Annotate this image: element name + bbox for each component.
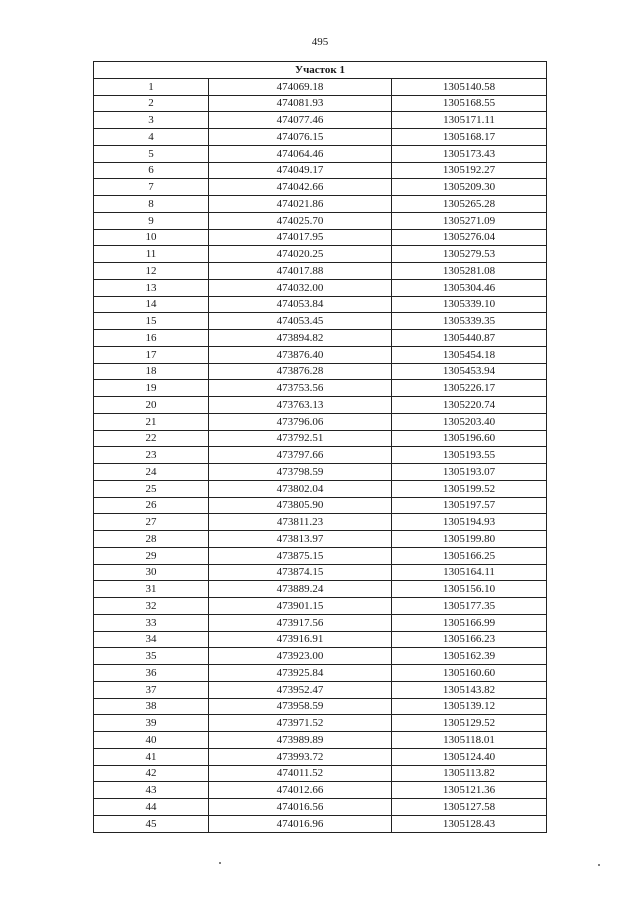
point-number-cell: 23 <box>94 447 209 464</box>
y-coordinate-cell: 1305454.18 <box>392 346 547 363</box>
x-coordinate-cell: 473894.82 <box>209 330 392 347</box>
y-coordinate-cell: 1305279.53 <box>392 246 547 263</box>
x-coordinate-cell: 473874.15 <box>209 564 392 581</box>
x-coordinate-cell: 473797.66 <box>209 447 392 464</box>
table-row <box>94 162 547 179</box>
y-coordinate-cell: 1305453.94 <box>392 363 547 380</box>
point-number-cell: 37 <box>94 681 209 698</box>
x-coordinate-cell: 474042.66 <box>209 179 392 196</box>
table-row <box>94 246 547 263</box>
point-number-cell: 1 <box>94 78 209 95</box>
x-coordinate-cell: 474021.86 <box>209 196 392 213</box>
x-coordinate-cell: 473971.52 <box>209 715 392 732</box>
point-number-cell: 9 <box>94 212 209 229</box>
table-row <box>94 112 547 129</box>
point-number-cell: 33 <box>94 614 209 631</box>
x-coordinate-cell: 473763.13 <box>209 397 392 414</box>
point-number-cell: 6 <box>94 162 209 179</box>
x-coordinate-cell: 473805.90 <box>209 497 392 514</box>
x-coordinate-cell: 473875.15 <box>209 547 392 564</box>
y-coordinate-cell: 1305143.82 <box>392 681 547 698</box>
y-coordinate-cell: 1305124.40 <box>392 748 547 765</box>
coordinates-table <box>93 61 547 833</box>
point-number-cell: 42 <box>94 765 209 782</box>
point-number-cell: 13 <box>94 279 209 296</box>
table-row <box>94 430 547 447</box>
point-number-cell: 45 <box>94 815 209 832</box>
y-coordinate-cell: 1305199.80 <box>392 531 547 548</box>
point-number-cell: 41 <box>94 748 209 765</box>
point-number-cell: 26 <box>94 497 209 514</box>
y-coordinate-cell: 1305339.35 <box>392 313 547 330</box>
x-coordinate-cell: 473923.00 <box>209 648 392 665</box>
table-row <box>94 330 547 347</box>
y-coordinate-cell: 1305440.87 <box>392 330 547 347</box>
point-number-cell: 11 <box>94 246 209 263</box>
table-row <box>94 363 547 380</box>
x-coordinate-cell: 474012.66 <box>209 782 392 799</box>
y-coordinate-cell: 1305118.01 <box>392 732 547 749</box>
y-coordinate-cell: 1305271.09 <box>392 212 547 229</box>
y-coordinate-cell: 1305226.17 <box>392 380 547 397</box>
table-row <box>94 296 547 313</box>
y-coordinate-cell: 1305339.10 <box>392 296 547 313</box>
table-row <box>94 614 547 631</box>
x-coordinate-cell: 473958.59 <box>209 698 392 715</box>
x-coordinate-cell: 474032.00 <box>209 279 392 296</box>
x-coordinate-cell: 474011.52 <box>209 765 392 782</box>
x-coordinate-cell: 473876.40 <box>209 346 392 363</box>
point-number-cell: 15 <box>94 313 209 330</box>
page-number: 495 <box>311 36 329 48</box>
table-row <box>94 447 547 464</box>
y-coordinate-cell: 1305166.23 <box>392 631 547 648</box>
point-number-cell: 39 <box>94 715 209 732</box>
x-coordinate-cell: 473993.72 <box>209 748 392 765</box>
table-row <box>94 665 547 682</box>
point-number-cell: 7 <box>94 179 209 196</box>
y-coordinate-cell: 1305168.17 <box>392 129 547 146</box>
x-coordinate-cell: 473813.97 <box>209 531 392 548</box>
x-coordinate-cell: 474016.96 <box>209 815 392 832</box>
x-coordinate-cell: 473811.23 <box>209 514 392 531</box>
y-coordinate-cell: 1305129.52 <box>392 715 547 732</box>
x-coordinate-cell: 474076.15 <box>209 129 392 146</box>
x-coordinate-cell: 474081.93 <box>209 95 392 112</box>
table-row <box>94 380 547 397</box>
x-coordinate-cell: 474064.46 <box>209 145 392 162</box>
x-coordinate-cell: 473925.84 <box>209 665 392 682</box>
table-row <box>94 514 547 531</box>
x-coordinate-cell: 474025.70 <box>209 212 392 229</box>
table-row <box>94 229 547 246</box>
y-coordinate-cell: 1305197.57 <box>392 497 547 514</box>
y-coordinate-cell: 1305128.43 <box>392 815 547 832</box>
x-coordinate-cell: 473753.56 <box>209 380 392 397</box>
table-row <box>94 631 547 648</box>
y-coordinate-cell: 1305193.55 <box>392 447 547 464</box>
table-row <box>94 95 547 112</box>
table-row <box>94 263 547 280</box>
y-coordinate-cell: 1305113.82 <box>392 765 547 782</box>
table-row <box>94 598 547 615</box>
x-coordinate-cell: 473916.91 <box>209 631 392 648</box>
section-title: Участок 1 <box>94 62 547 79</box>
y-coordinate-cell: 1305168.55 <box>392 95 547 112</box>
y-coordinate-cell: 1305209.30 <box>392 179 547 196</box>
point-number-cell: 24 <box>94 464 209 481</box>
y-coordinate-cell: 1305304.46 <box>392 279 547 296</box>
table-row <box>94 212 547 229</box>
point-number-cell: 44 <box>94 799 209 816</box>
x-coordinate-cell: 473901.15 <box>209 598 392 615</box>
table-row <box>94 732 547 749</box>
x-coordinate-cell: 473917.56 <box>209 614 392 631</box>
table-row <box>94 698 547 715</box>
x-coordinate-cell: 474016.56 <box>209 799 392 816</box>
point-number-cell: 20 <box>94 397 209 414</box>
y-coordinate-cell: 1305166.25 <box>392 547 547 564</box>
table-row <box>94 279 547 296</box>
scan-speck <box>598 864 600 866</box>
y-coordinate-cell: 1305203.40 <box>392 413 547 430</box>
table-row <box>94 497 547 514</box>
point-number-cell: 35 <box>94 648 209 665</box>
y-coordinate-cell: 1305127.58 <box>392 799 547 816</box>
point-number-cell: 32 <box>94 598 209 615</box>
point-number-cell: 43 <box>94 782 209 799</box>
point-number-cell: 22 <box>94 430 209 447</box>
y-coordinate-cell: 1305160.60 <box>392 665 547 682</box>
y-coordinate-cell: 1305166.99 <box>392 614 547 631</box>
y-coordinate-cell: 1305140.58 <box>392 78 547 95</box>
point-number-cell: 27 <box>94 514 209 531</box>
scan-speck <box>219 862 221 864</box>
x-coordinate-cell: 474053.84 <box>209 296 392 313</box>
y-coordinate-cell: 1305156.10 <box>392 581 547 598</box>
x-coordinate-cell: 473989.89 <box>209 732 392 749</box>
table-row <box>94 480 547 497</box>
point-number-cell: 17 <box>94 346 209 363</box>
point-number-cell: 2 <box>94 95 209 112</box>
table-row <box>94 129 547 146</box>
point-number-cell: 14 <box>94 296 209 313</box>
y-coordinate-cell: 1305199.52 <box>392 480 547 497</box>
point-number-cell: 29 <box>94 547 209 564</box>
table-row <box>94 464 547 481</box>
table-row <box>94 748 547 765</box>
x-coordinate-cell: 474049.17 <box>209 162 392 179</box>
y-coordinate-cell: 1305121.36 <box>392 782 547 799</box>
y-coordinate-cell: 1305192.27 <box>392 162 547 179</box>
table-row <box>94 681 547 698</box>
x-coordinate-cell: 474017.95 <box>209 229 392 246</box>
table-row <box>94 413 547 430</box>
point-number-cell: 40 <box>94 732 209 749</box>
point-number-cell: 31 <box>94 581 209 598</box>
x-coordinate-cell: 474069.18 <box>209 78 392 95</box>
y-coordinate-cell: 1305171.11 <box>392 112 547 129</box>
point-number-cell: 36 <box>94 665 209 682</box>
table-row <box>94 782 547 799</box>
point-number-cell: 28 <box>94 531 209 548</box>
point-number-cell: 38 <box>94 698 209 715</box>
point-number-cell: 30 <box>94 564 209 581</box>
y-coordinate-cell: 1305173.43 <box>392 145 547 162</box>
table-row <box>94 346 547 363</box>
y-coordinate-cell: 1305265.28 <box>392 196 547 213</box>
point-number-cell: 16 <box>94 330 209 347</box>
y-coordinate-cell: 1305139.12 <box>392 698 547 715</box>
y-coordinate-cell: 1305220.74 <box>392 397 547 414</box>
y-coordinate-cell: 1305276.04 <box>392 229 547 246</box>
y-coordinate-cell: 1305281.08 <box>392 263 547 280</box>
x-coordinate-cell: 473802.04 <box>209 480 392 497</box>
table-row <box>94 531 547 548</box>
y-coordinate-cell: 1305196.60 <box>392 430 547 447</box>
table-row <box>94 78 547 95</box>
table-row <box>94 196 547 213</box>
point-number-cell: 4 <box>94 129 209 146</box>
y-coordinate-cell: 1305177.35 <box>392 598 547 615</box>
point-number-cell: 21 <box>94 413 209 430</box>
table-row <box>94 715 547 732</box>
table-row <box>94 581 547 598</box>
table-row <box>94 313 547 330</box>
table-row <box>94 648 547 665</box>
table-header-row <box>94 62 547 79</box>
point-number-cell: 19 <box>94 380 209 397</box>
table-row <box>94 145 547 162</box>
x-coordinate-cell: 473792.51 <box>209 430 392 447</box>
x-coordinate-cell: 474020.25 <box>209 246 392 263</box>
point-number-cell: 34 <box>94 631 209 648</box>
point-number-cell: 8 <box>94 196 209 213</box>
point-number-cell: 25 <box>94 480 209 497</box>
point-number-cell: 12 <box>94 263 209 280</box>
y-coordinate-cell: 1305162.39 <box>392 648 547 665</box>
point-number-cell: 5 <box>94 145 209 162</box>
table-row <box>94 547 547 564</box>
y-coordinate-cell: 1305164.11 <box>392 564 547 581</box>
point-number-cell: 10 <box>94 229 209 246</box>
y-coordinate-cell: 1305194.93 <box>392 514 547 531</box>
x-coordinate-cell: 474017.88 <box>209 263 392 280</box>
x-coordinate-cell: 473796.06 <box>209 413 392 430</box>
table-body <box>94 78 547 832</box>
x-coordinate-cell: 473952.47 <box>209 681 392 698</box>
table-row <box>94 179 547 196</box>
x-coordinate-cell: 473876.28 <box>209 363 392 380</box>
table-row <box>94 815 547 832</box>
table-row <box>94 799 547 816</box>
table-row <box>94 765 547 782</box>
point-number-cell: 3 <box>94 112 209 129</box>
point-number-cell: 18 <box>94 363 209 380</box>
x-coordinate-cell: 474077.46 <box>209 112 392 129</box>
table-row <box>94 564 547 581</box>
table-row <box>94 397 547 414</box>
x-coordinate-cell: 474053.45 <box>209 313 392 330</box>
x-coordinate-cell: 473798.59 <box>209 464 392 481</box>
x-coordinate-cell: 473889.24 <box>209 581 392 598</box>
y-coordinate-cell: 1305193.07 <box>392 464 547 481</box>
